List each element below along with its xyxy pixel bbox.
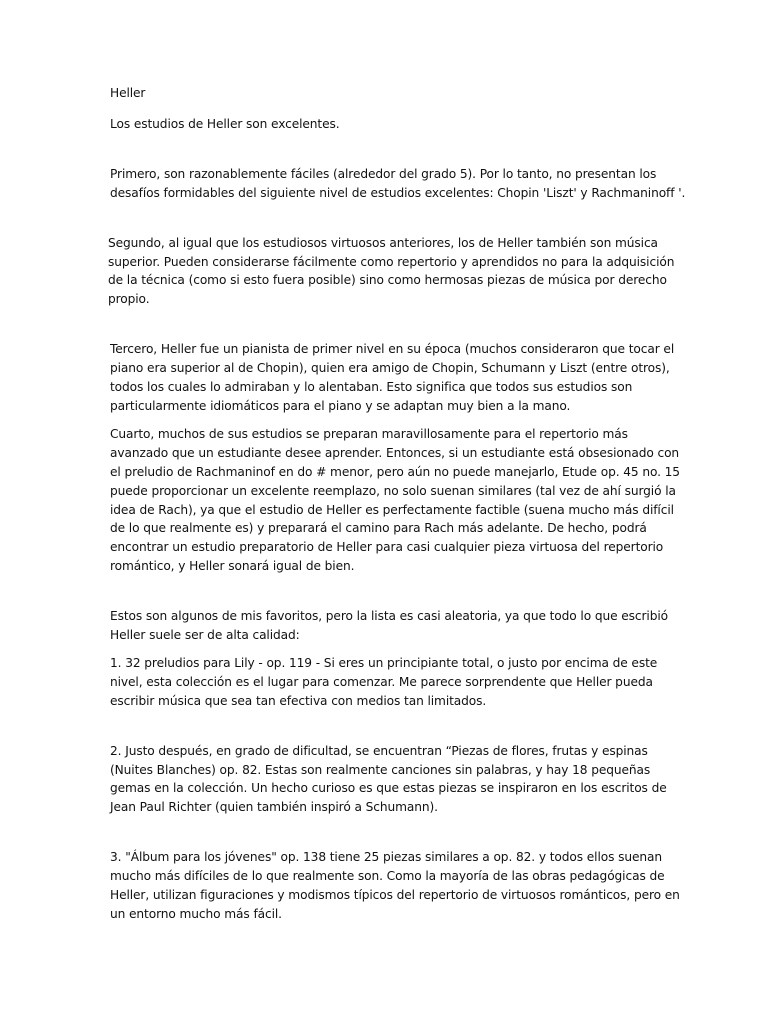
paragraph-line: el preludio de Rachmaninof en do # menor, pero aún no puede manejarlo, Etude op. 45 no. 15 [110, 464, 680, 479]
paragraph-tercero [110, 340, 675, 416]
paragraph-line: propio. [108, 292, 150, 307]
paragraph-line: Jean Paul Richter (quien también inspiró a Schumann). [110, 800, 438, 815]
paragraph-line: 3. "Álbum para los jóvenes" op. 138 tiene 25 piezas similares a op. 82. y todos ellos suenan [110, 850, 663, 865]
paragraph-cuarto [110, 425, 680, 576]
paragraph-line: gemas en la colección. Un hecho curioso es que estas piezas se inspiraron en los escritos de [110, 781, 667, 796]
paragraph-line: 1. 32 preludios para Lily - op. 119 - Si eres un principiante total, o justo por encima de este [110, 655, 658, 670]
paragraph-line: encontrar un estudio preparatorio de Heller para casi cualquier pieza virtuosa del repertorio [110, 540, 664, 555]
paragraph-line: de lo que realmente es) y preparará el camino para Rach más adelante. De hecho, podrá [110, 521, 647, 536]
paragraph-line: de la técnica (como si esto fuera posible) sino como hermosas piezas de música por derecho [108, 273, 667, 288]
paragraph-line: un entorno mucho más fácil. [110, 907, 282, 921]
paragraph-favoritos [110, 607, 666, 645]
intro-line: Los estudios de Heller son excelentes. [110, 116, 340, 131]
paragraph-line: particularmente idiomáticos para el piano y se adaptan muy bien a la mano. [110, 398, 571, 413]
paragraph-line: puede proporcionar un excelente reemplazo, no solo suenan similares (tal vez de ahí surgió la [110, 483, 676, 498]
paragraph-line: Primero, son razonablemente fáciles (alrededor del grado 5). Por lo tanto, no presentan los [110, 166, 657, 181]
paragraph-line: superior. Pueden considerarse fácilmente como repertorio y aprendidos no para la adquisición [108, 254, 675, 269]
list-item-3 [110, 848, 680, 924]
paragraph-line: 2. Justo después, en grado de dificultad, se encuentran “Piezas de flores, frutas y espinas [110, 743, 648, 758]
paragraph-segundo [108, 234, 675, 310]
document-title: Heller [110, 86, 146, 100]
paragraph-line: avanzado que un estudiante desee aprender. Entonces, si un estudiante está obsesionado con [110, 445, 680, 460]
paragraph-primero [110, 165, 686, 203]
paragraph-line: Estos son algunos de mis favoritos, pero la lista es casi aleatoria, ya que todo lo que escribió [110, 609, 668, 624]
paragraph-line: Cuarto, muchos de sus estudios se preparan maravillosamente para el repertorio más [110, 426, 628, 441]
paragraph-line: Heller suele ser de alta calidad: [110, 628, 300, 643]
paragraph-line: escribir música que sea tan efectiva con medios tan limitados. [110, 693, 487, 708]
paragraph-line: romántico, y Heller sonará igual de bien. [110, 559, 355, 574]
paragraph-line: (Nuites Blanches) op. 82. Estas son realmente canciones sin palabras, y hay 18 pequeñas [110, 762, 651, 777]
paragraph-line: desafíos formidables del siguiente nivel de estudios excelentes: Chopin 'Liszt' y Rachmaninoff '. [110, 185, 686, 200]
paragraph-line: Heller, utilizan figuraciones y modismos típicos del repertorio de virtuosos románticos, pero en [110, 888, 680, 903]
list-item-2 [110, 742, 666, 818]
paragraph-line: todos los cuales lo admiraban y lo alentaban. Esto significa que todos sus estudios son [110, 380, 633, 395]
paragraph-line: mucho más difíciles de lo que realmente son. Como la mayoría de las obras pedagógicas de [110, 869, 665, 884]
paragraph-line: Segundo, al igual que los estudiosos virtuosos anteriores, los de Heller también son música [108, 235, 658, 250]
paragraph-line: idea de Rach), ya que el estudio de Heller es perfectamente factible (suena mucho más difícil [110, 502, 674, 517]
paragraph-line: Tercero, Heller fue un pianista de primer nivel en su época (muchos consideraron que tocar el [110, 342, 675, 357]
list-item-1 [110, 654, 666, 711]
document-body [108, 84, 686, 924]
paragraph-line: nivel, esta colección es el lugar para comenzar. Me parece sorprendente que Heller pueda [110, 674, 653, 689]
paragraph-line: piano era superior al de Chopin), quien era amigo de Chopin, Schumann y Liszt (entre otros), [110, 361, 670, 376]
